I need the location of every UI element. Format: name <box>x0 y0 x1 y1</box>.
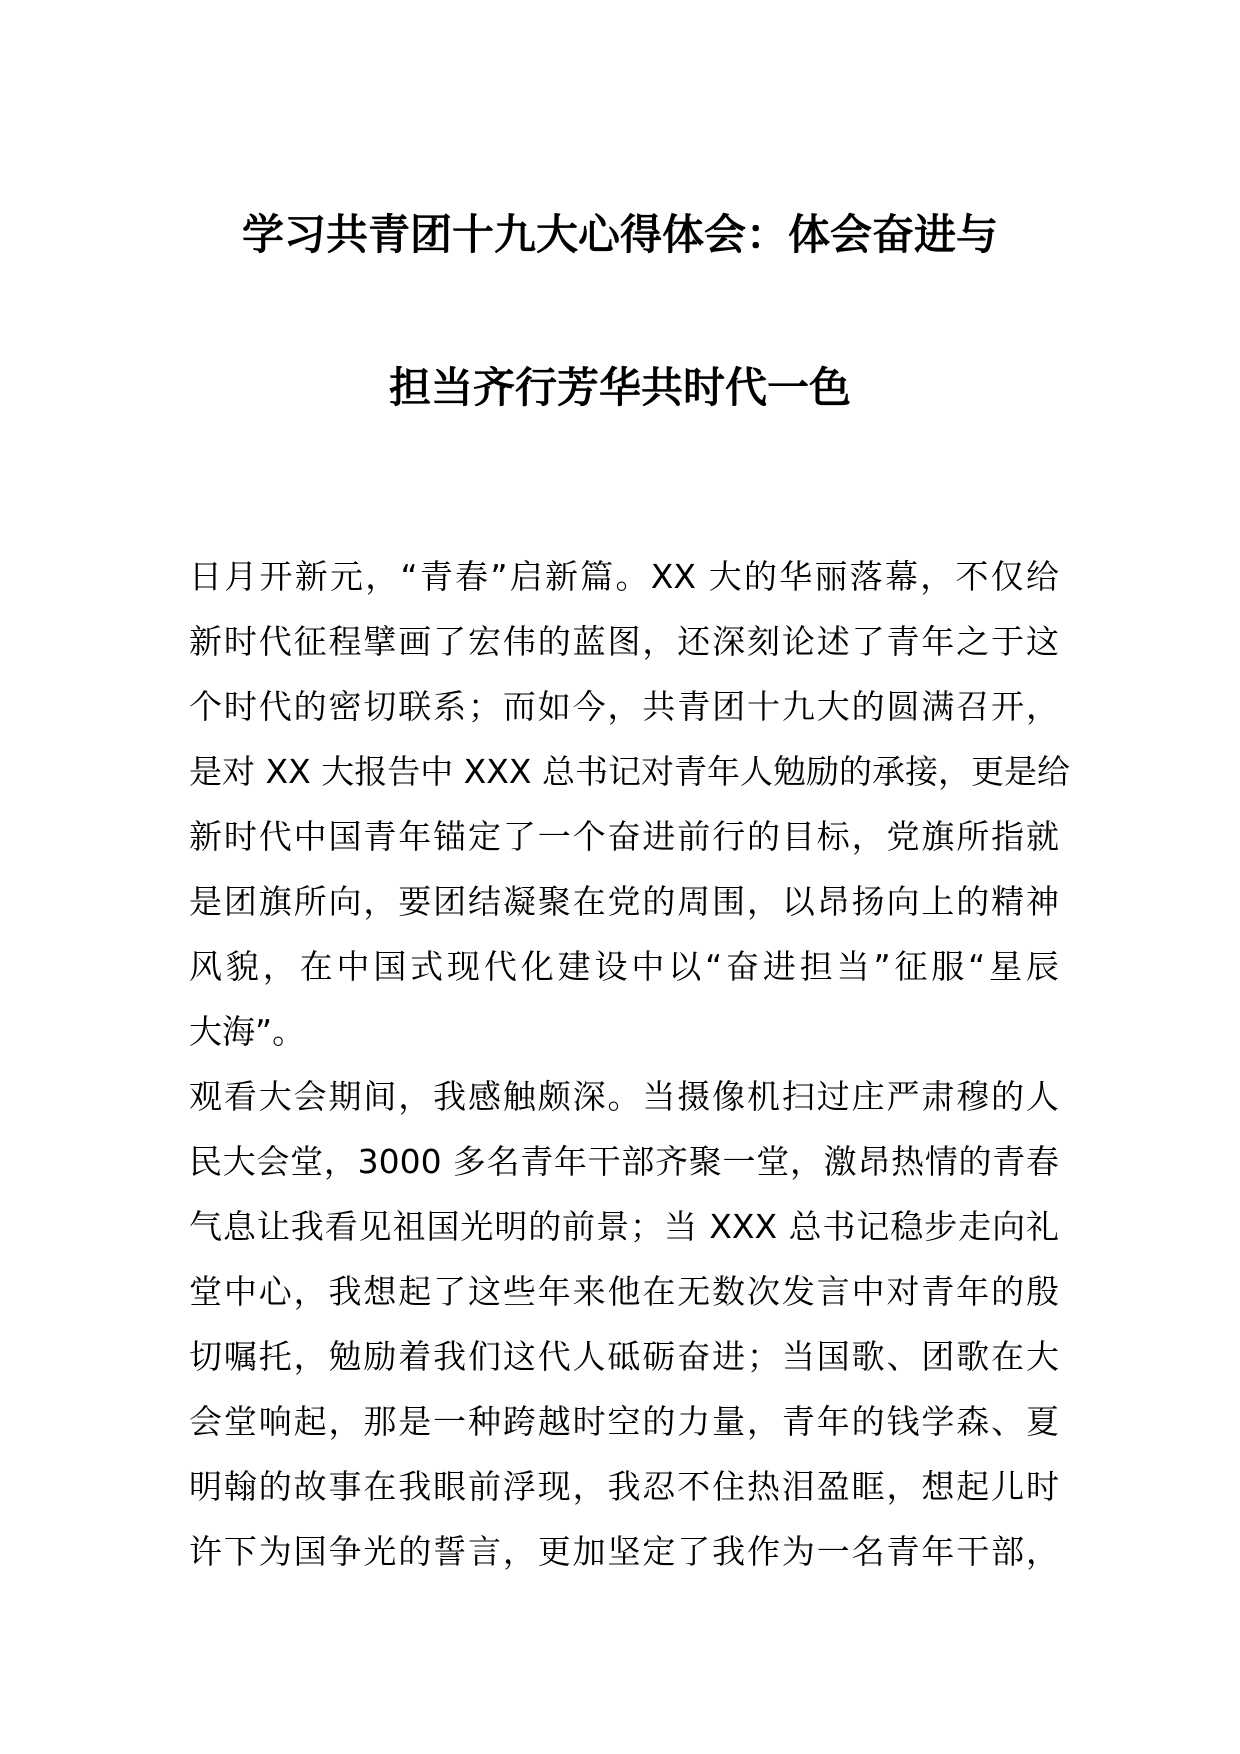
paragraph-line: 是对 XX 大报告中 XXX 总书记对青年人勉励的承接，更是给 <box>189 752 1070 791</box>
title-line-1: 学习共青团十九大心得体会：体会奋进与 <box>241 210 998 259</box>
paragraph-line: 风貌，在中国式现代化建设中以“奋进担当”征服“星辰 <box>189 947 1059 986</box>
paragraph-line: 堂中心，我想起了这些年来他在无数次发言中对青年的殷 <box>189 1272 1059 1311</box>
document-body <box>189 544 1070 1584</box>
paragraph-line: 会堂响起，那是一种跨越时空的力量，青年的钱学森、夏 <box>189 1402 1059 1441</box>
paragraph-line: 是团旗所向，要团结凝聚在党的周围，以昂扬向上的精神 <box>189 882 1059 921</box>
paragraph-line: 气息让我看见祖国光明的前景；当 XXX 总书记稳步走向礼 <box>189 1207 1059 1246</box>
paragraph-line: 切嘱托，勉励着我们这代人砥砺奋进；当国歌、团歌在大 <box>189 1337 1059 1376</box>
title-line-2: 担当齐行芳华共时代一色 <box>388 363 851 412</box>
paragraph-2 <box>189 1064 1059 1584</box>
paragraph-1 <box>189 544 1070 1064</box>
paragraph-line: 日月开新元，“青春”启新篇。XX 大的华丽落幕，不仅给 <box>189 557 1059 596</box>
paragraph-line: 大海”。 <box>189 1012 306 1051</box>
paragraph-line: 个时代的密切联系；而如今，共青团十九大的圆满召开， <box>189 687 1059 726</box>
paragraph-line: 观看大会期间，我感触颇深。当摄像机扫过庄严肃穆的人 <box>189 1077 1059 1116</box>
paragraph-line: 民大会堂，3000 多名青年干部齐聚一堂，激昂热情的青春 <box>189 1142 1059 1181</box>
paragraph-line: 新时代中国青年锚定了一个奋进前行的目标，党旗所指就 <box>189 817 1059 856</box>
paragraph-line: 许下为国争光的誓言，更加坚定了我作为一名青年干部， <box>189 1532 1059 1571</box>
paragraph-line: 明翰的故事在我眼前浮现，我忍不住热泪盈眶，想起儿时 <box>189 1467 1059 1506</box>
paragraph-line: 新时代征程擘画了宏伟的蓝图，还深刻论述了青年之于这 <box>189 622 1059 661</box>
